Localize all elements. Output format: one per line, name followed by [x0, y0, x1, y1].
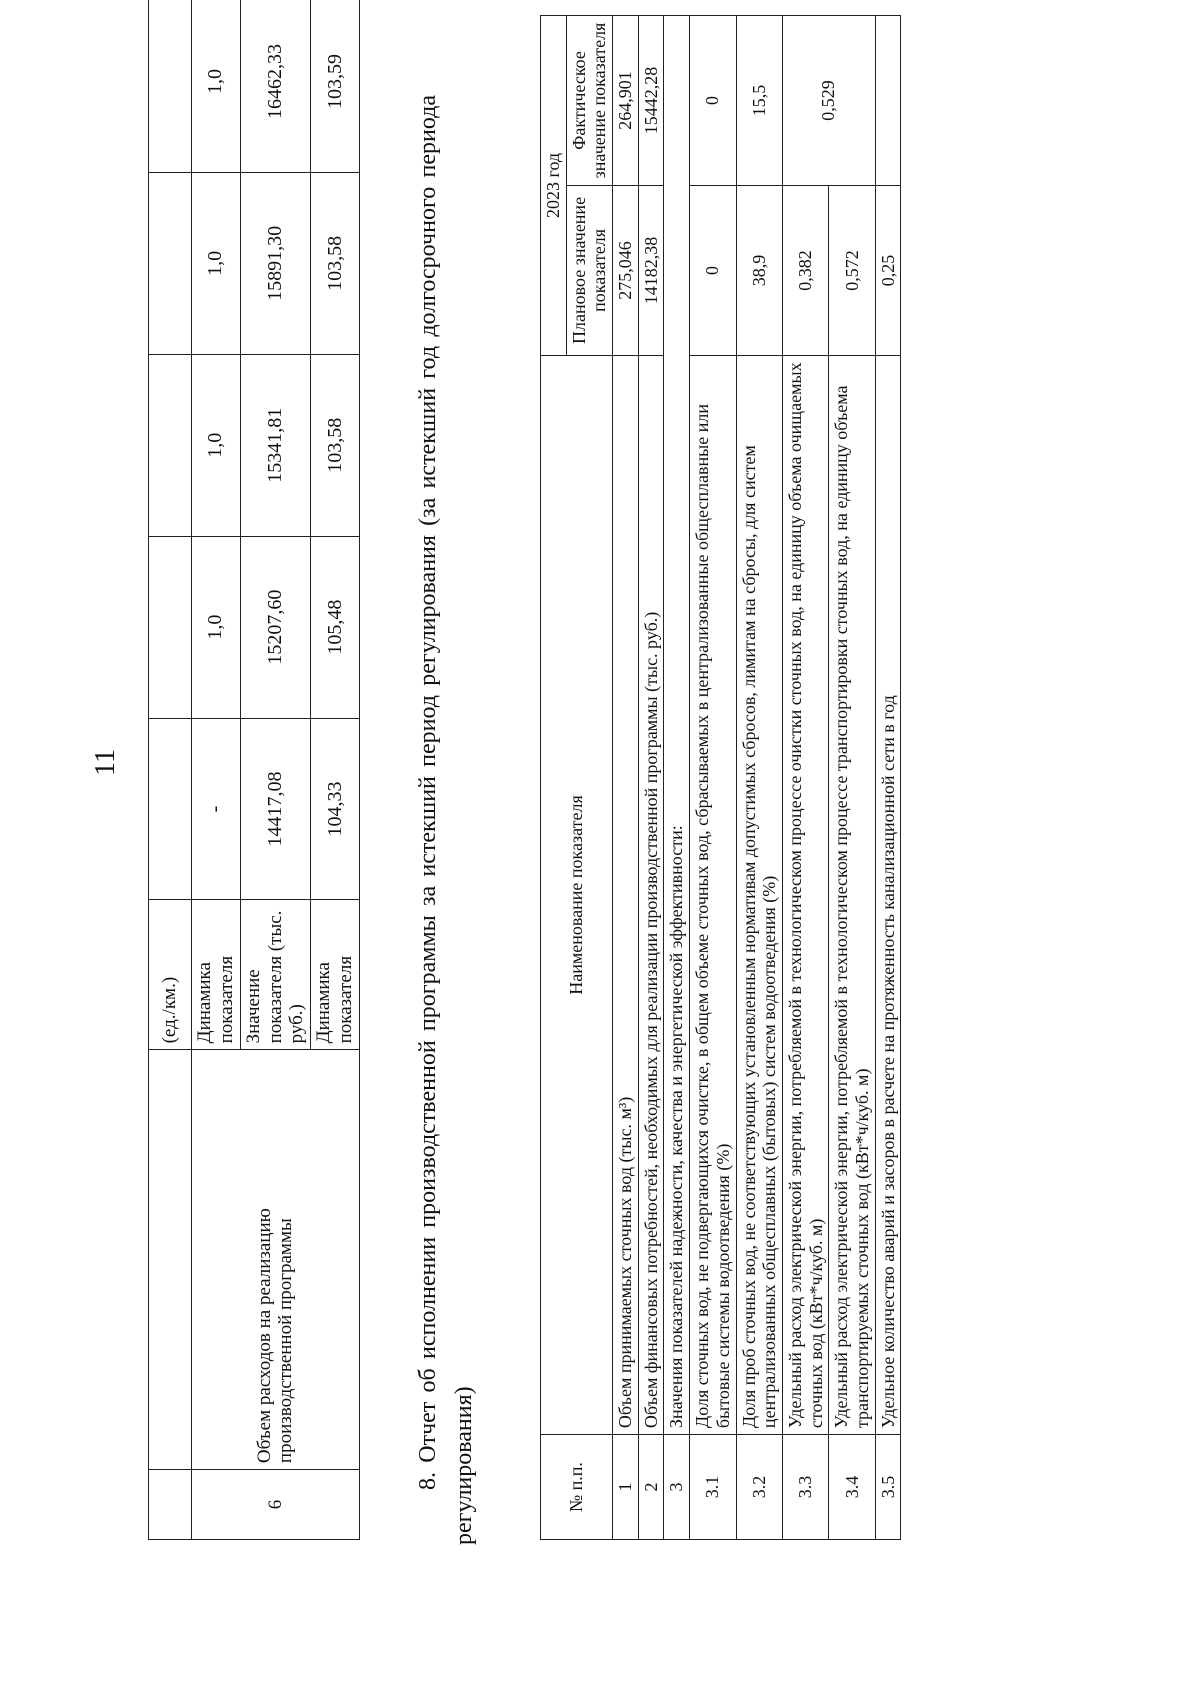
row-label: Динамика показателя: [311, 900, 360, 1050]
value-cell: 103,59: [311, 0, 360, 172]
table-row: [690, 16, 736, 1540]
row-name: Значения показателей надежности, качества и энергетической эффективности:: [664, 16, 690, 1435]
row-label: (ед./км.): [149, 900, 192, 1050]
fact-value: 15,5: [736, 16, 782, 186]
value-cell: 105,48: [311, 536, 360, 718]
value-cell: 103,58: [311, 354, 360, 536]
empty-cell: [149, 1470, 192, 1540]
row-no: 3.1: [690, 1435, 736, 1540]
page-number: 11: [90, 749, 121, 776]
fact-value: [875, 16, 901, 186]
section-heading-text: 8. Отчет об исполнении производственной программы за истекший период регулирования (за истекший год долгосрочного периода регулирования): [415, 95, 477, 1545]
header-no: № п.п.: [541, 1435, 613, 1540]
value-cell: [149, 354, 192, 536]
plan-value: 0,572: [829, 185, 875, 355]
value-cell: 14417,08: [240, 718, 311, 900]
row-no: 3.5: [875, 1435, 901, 1540]
row-name: Удельный расход электрической энергии, потребляемой в технологическом процессе очистки сточных вод, на единицу объема очищаемых сточных вод (кВт*ч/куб. м): [782, 355, 828, 1434]
plan-value: 275,046: [613, 185, 639, 355]
fact-value: 264,901: [613, 16, 639, 186]
row-no: 3.3: [782, 1435, 828, 1540]
value-cell: [149, 536, 192, 718]
rotated-page-content: [20, 22, 1100, 1610]
row-no: 3.2: [736, 1435, 782, 1540]
table-row: [782, 16, 828, 1540]
value-cell: [149, 0, 192, 172]
value-cell: 1,0: [192, 536, 241, 718]
header-name: Наименование показателя: [541, 355, 613, 1434]
value-cell: 15207,60: [240, 536, 311, 718]
row-label: Динамика показателя: [192, 900, 241, 1050]
row-no: 2: [638, 1435, 664, 1540]
table-row: [192, 0, 241, 1540]
fact-value: 0: [690, 16, 736, 186]
table-row: [664, 16, 690, 1540]
value-cell: [149, 172, 192, 354]
value-cell: 15341,81: [240, 354, 311, 536]
table-row: [736, 16, 782, 1540]
row-no: 3: [664, 1435, 690, 1540]
row-name: Объем принимаемых сточных вод (тыс. м³): [613, 355, 639, 1434]
value-cell: 1,0: [192, 354, 241, 536]
header-fact: Фактическое значение показателя: [566, 16, 612, 186]
indicator-name: Объем расходов на реализацию производственной программы: [192, 1050, 360, 1470]
report-table: [540, 15, 901, 1540]
table-row: [638, 16, 664, 1540]
plan-value: 38,9: [736, 185, 782, 355]
row-no: 1: [613, 1435, 639, 1540]
header-plan: Плановое значение показателя: [566, 185, 612, 355]
row-no: 3.4: [829, 1435, 875, 1540]
table-header-row: [541, 16, 567, 1540]
value-cell: 1,0: [192, 172, 241, 354]
row-name: Доля сточных вод, не подвергающихся очистке, в общем объеме сточных вод, сбрасываемых в централизованные общесплавные или бытовые системы водоотведения (%): [690, 355, 736, 1434]
row-name: Удельный расход электрической энергии, потребляемой в технологическом процессе транспортировки сточных вод, на единицу объема транспортируемых сточных вод (кВт*ч/куб. м): [829, 355, 875, 1434]
row-name: Доля проб сточных вод, не соответствующих установленным нормативам допустимых сбросов, лимитам на сбросы, для систем централизованных общесплавных (бытовых) систем водоотведения (%): [736, 355, 782, 1434]
value-cell: 104,33: [311, 718, 360, 900]
value-cell: 103,58: [311, 172, 360, 354]
plan-value: 14182,38: [638, 185, 664, 355]
table-row: [875, 16, 901, 1540]
fact-value: 15442,28: [638, 16, 664, 186]
table-row: [149, 0, 192, 1540]
plan-value: 0: [690, 185, 736, 355]
value-cell: 15891,30: [240, 172, 311, 354]
value-cell: [149, 718, 192, 900]
row-label: Значение показателя (тыс. руб.): [240, 900, 311, 1050]
section-heading: [410, 95, 482, 1545]
plan-value: 0,382: [782, 185, 828, 355]
empty-cell: [149, 1050, 192, 1470]
value-cell: -: [192, 718, 241, 900]
header-year: 2023 год: [541, 16, 567, 356]
row-name: Объем финансовых потребностей, необходимых для реализации производственной программы (тыс. руб.): [638, 355, 664, 1434]
table-row: [829, 16, 875, 1540]
table-row: [613, 16, 639, 1540]
row-number: 6: [192, 1470, 360, 1540]
top-table: [148, 0, 360, 1540]
plan-value: 0,25: [875, 185, 901, 355]
value-cell: 1,0: [192, 0, 241, 172]
fact-value: 0,529: [782, 16, 875, 186]
value-cell: 16462,33: [240, 0, 311, 172]
row-name: Удельное количество аварий и засоров в расчете на протяженность канализационной сети в год: [875, 355, 901, 1434]
